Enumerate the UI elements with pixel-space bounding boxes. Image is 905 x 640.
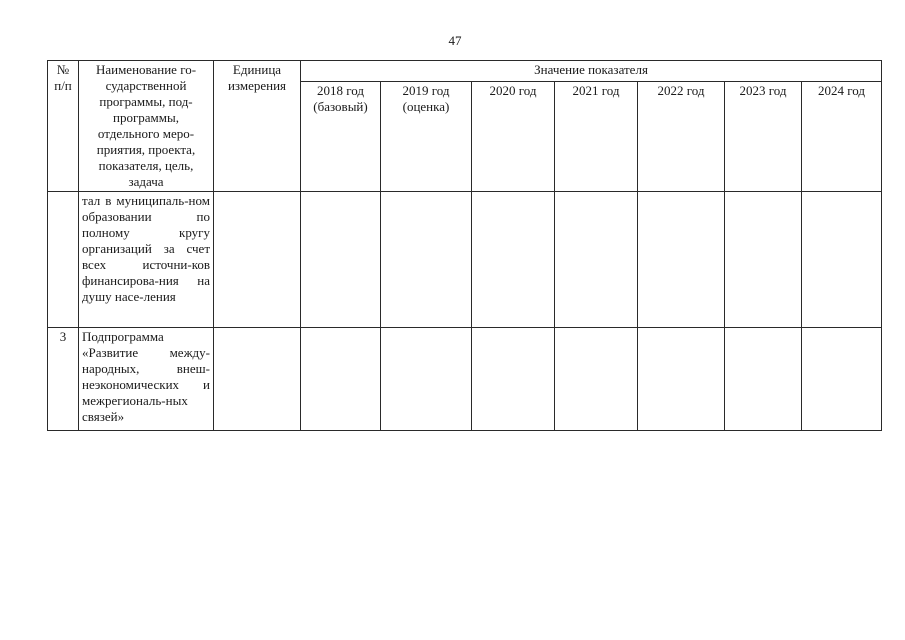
row-name: тал в муниципаль-ном образовании по полному кругу организаций за счет всех источни-ков финансирова-ния на душу насе-ления <box>79 192 214 328</box>
header-year-2022: 2022 год <box>638 82 725 192</box>
header-year-2018: 2018 год (базовый) <box>301 82 381 192</box>
row-unit <box>214 328 301 431</box>
header-year-2020: 2020 год <box>472 82 555 192</box>
row-value-2023 <box>725 328 802 431</box>
row-num: 3 <box>48 328 79 431</box>
row-num <box>48 192 79 328</box>
header-year-2021: 2021 год <box>555 82 638 192</box>
header-year-2024: 2024 год <box>802 82 882 192</box>
indicator-table <box>47 60 882 431</box>
row-name: Подпрограмма «Развитие между-народных, внеш-неэкономических и межрегиональ-ных связей» <box>79 328 214 431</box>
row-value-2024 <box>802 328 882 431</box>
row-value-2020 <box>472 192 555 328</box>
row-value-2022 <box>638 328 725 431</box>
row-unit <box>214 192 301 328</box>
row-value-2018 <box>301 192 381 328</box>
row-value-2022 <box>638 192 725 328</box>
table-row <box>48 328 882 431</box>
header-year-2023: 2023 год <box>725 82 802 192</box>
table-header-row <box>48 61 882 82</box>
row-value-2024 <box>802 192 882 328</box>
row-value-2018 <box>301 328 381 431</box>
header-num: № п/п <box>48 61 79 192</box>
row-value-2019 <box>381 328 472 431</box>
header-year-2019: 2019 год (оценка) <box>381 82 472 192</box>
row-value-2019 <box>381 192 472 328</box>
header-name: Наименование го-сударственной программы, под-программы, отдельного меро-приятия, проекта, показателя, цель, задача <box>79 61 214 192</box>
row-value-2023 <box>725 192 802 328</box>
row-value-2021 <box>555 192 638 328</box>
header-unit: Единица измерения <box>214 61 301 192</box>
table-row <box>48 192 882 328</box>
header-value-group: Значение показателя <box>301 61 882 82</box>
row-value-2020 <box>472 328 555 431</box>
row-value-2021 <box>555 328 638 431</box>
page-number: 47 <box>448 33 462 48</box>
